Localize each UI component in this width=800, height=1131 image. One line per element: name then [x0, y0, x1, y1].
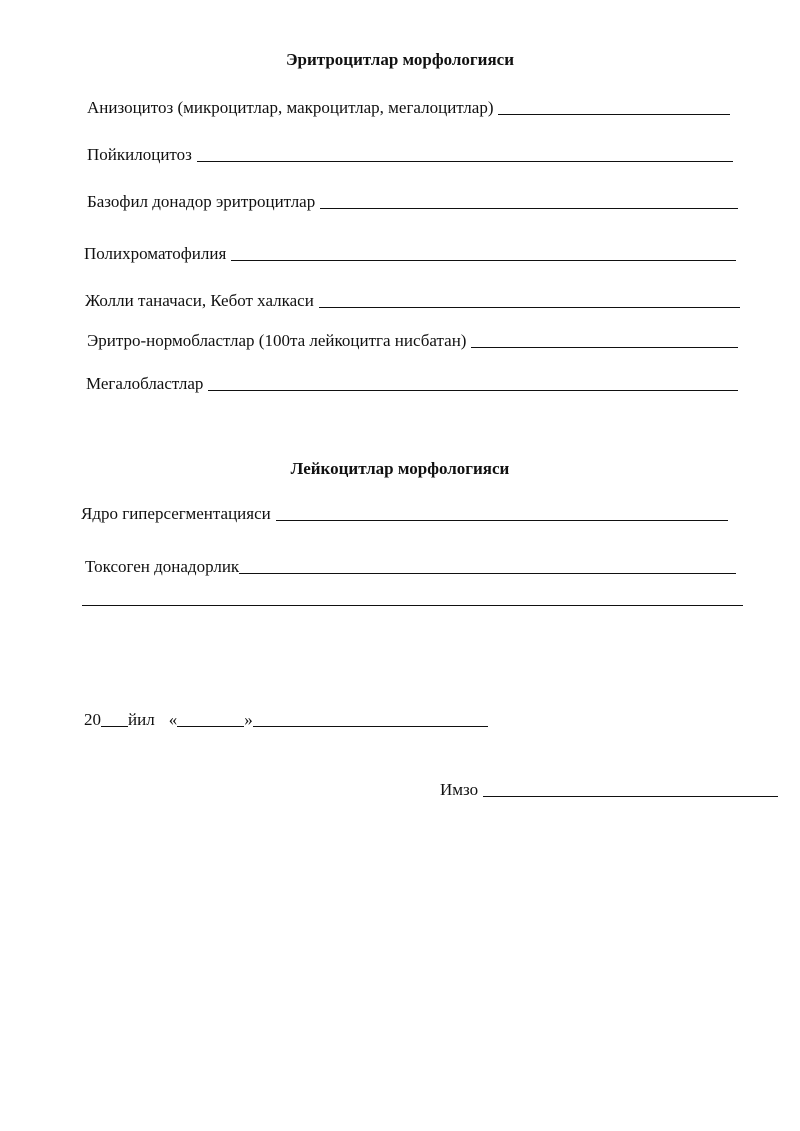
polychromatophilia-blank-line[interactable] [231, 245, 736, 261]
erythrocytes-section-title: Эритроцитлар морфологияси [286, 50, 514, 69]
date-century-label: 20 [84, 710, 101, 729]
toxic-granulation-blank-line[interactable] [239, 558, 736, 574]
basophilic-stippling-field[interactable] [87, 190, 738, 212]
nuclear-hypersegmentation-label: Ядро гиперсегментацияси [81, 504, 271, 523]
poikilocytosis-label: Пойкилоцитоз [87, 145, 192, 164]
signature-field[interactable] [440, 778, 778, 800]
jolly-bodies-cabot-rings-blank-line[interactable] [319, 292, 740, 308]
nuclear-hypersegmentation-field[interactable] [81, 502, 728, 524]
megaloblasts-field[interactable] [86, 372, 738, 394]
erythro-normoblasts-label: Эритро-нормобластлар (100та лейкоцитга нисбатан) [87, 331, 467, 350]
jolly-bodies-cabot-rings-field[interactable] [85, 289, 740, 311]
basophilic-stippling-label: Базофил донадор эритроцитлар [87, 192, 316, 211]
megaloblasts-label: Мегалобластлар [86, 374, 204, 393]
polychromatophilia-label: Полихроматофилия [84, 244, 227, 263]
date-month-blank[interactable] [253, 711, 488, 727]
jolly-bodies-cabot-rings-label: Жолли таначаси, Кебот халкаси [85, 291, 314, 310]
date-year-blank[interactable] [101, 711, 128, 727]
megaloblasts-blank-line[interactable] [208, 375, 738, 391]
date-quote-close: » [244, 710, 253, 729]
erythro-normoblasts-field[interactable] [87, 329, 738, 351]
leukocytes-section-title: Лейкоцитлар морфологияси [290, 459, 510, 478]
basophilic-stippling-blank-line[interactable] [320, 193, 738, 209]
date-day-blank[interactable] [177, 711, 244, 727]
toxic-granulation-label: Токсоген донадорлик [85, 557, 240, 576]
anisocytosis-field[interactable] [87, 96, 730, 118]
date-quote-open: « [168, 710, 178, 729]
erythro-normoblasts-blank-line[interactable] [471, 332, 738, 348]
toxic-granulation-field[interactable] [85, 555, 736, 577]
anisocytosis-label: Анизоцитоз (микроцитлар, макроцитлар, мегалоцитлар) [87, 98, 494, 117]
nuclear-hypersegmentation-blank-line[interactable] [276, 505, 728, 521]
date-year-label: йил [128, 710, 155, 729]
polychromatophilia-field[interactable] [84, 242, 736, 264]
date-field[interactable] [84, 708, 504, 730]
poikilocytosis-blank-line[interactable] [197, 146, 733, 162]
poikilocytosis-field[interactable] [87, 143, 733, 165]
anisocytosis-blank-line[interactable] [498, 99, 730, 115]
toxic-granulation-continuation-line[interactable] [82, 605, 743, 606]
signature-blank-line[interactable] [483, 781, 778, 797]
signature-label: Имзо [440, 780, 479, 799]
